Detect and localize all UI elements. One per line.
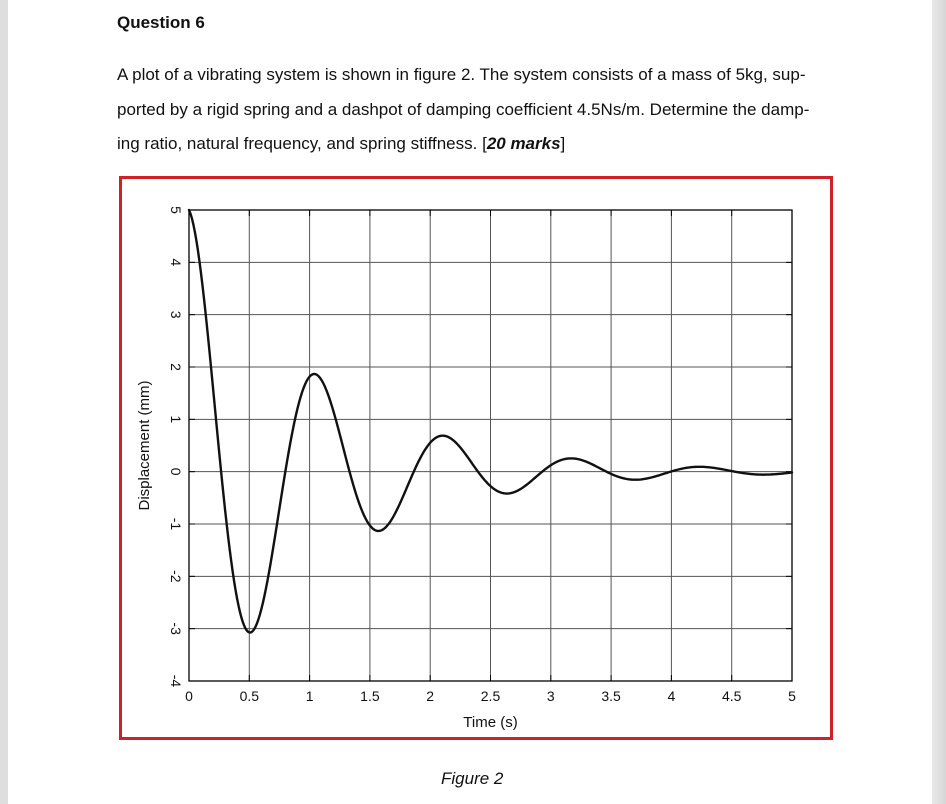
question-line-3 <box>117 127 837 162</box>
question-heading: Question 6 <box>117 13 205 32</box>
marks-label: 20 marks <box>486 134 561 153</box>
page-left-edge <box>0 0 8 804</box>
y-tick-label-0: -4 <box>168 674 184 688</box>
chart <box>122 179 830 737</box>
x-tick-label-8: 4 <box>667 688 676 704</box>
x-tick-label-10: 5 <box>788 688 796 704</box>
figure-caption: Figure 2 <box>441 769 504 788</box>
y-tick-label-6: 2 <box>168 363 184 371</box>
x-tick-label-4: 2 <box>426 688 435 704</box>
x-tick-label-7: 3.5 <box>601 688 621 704</box>
x-axis-label: Time (s) <box>463 714 518 731</box>
x-tick-label-6: 3 <box>546 688 555 704</box>
figure-frame <box>119 176 833 740</box>
question-text <box>117 58 837 162</box>
x-tick-label-1: 0.5 <box>239 688 260 704</box>
y-tick-label-8: 4 <box>168 258 184 267</box>
y-tick-label-4: 0 <box>168 467 184 476</box>
x-tick-label-5: 2.5 <box>480 688 501 704</box>
y-tick-label-7: 3 <box>168 310 184 319</box>
marks-close-bracket: ] <box>560 134 566 153</box>
y-tick-label-3: -1 <box>168 517 184 531</box>
y-axis-label: Displacement (mm) <box>136 380 153 511</box>
y-tick-label-2: -2 <box>168 570 184 583</box>
x-tick-label-0: 0 <box>185 688 193 704</box>
y-tick-label-9: 5 <box>168 206 184 214</box>
question-line-3-text: ing ratio, natural frequency, and spring stiffness. [ <box>117 134 487 153</box>
page-scrollbar-edge <box>932 0 946 804</box>
x-tick-label-2: 1 <box>305 688 314 704</box>
y-tick-label-5: 1 <box>168 415 184 424</box>
x-tick-label-3: 1.5 <box>360 688 380 704</box>
question-line-2: ported by a rigid spring and a dashpot of damping coefficient 4.5Ns/m. Determine the damp- <box>117 99 810 119</box>
x-tick-label-9: 4.5 <box>721 688 742 704</box>
question-line-1: A plot of a vibrating system is shown in figure 2. The system consists of a mass of 5kg, sup- <box>117 65 806 84</box>
y-tick-label-1: -3 <box>168 622 184 635</box>
